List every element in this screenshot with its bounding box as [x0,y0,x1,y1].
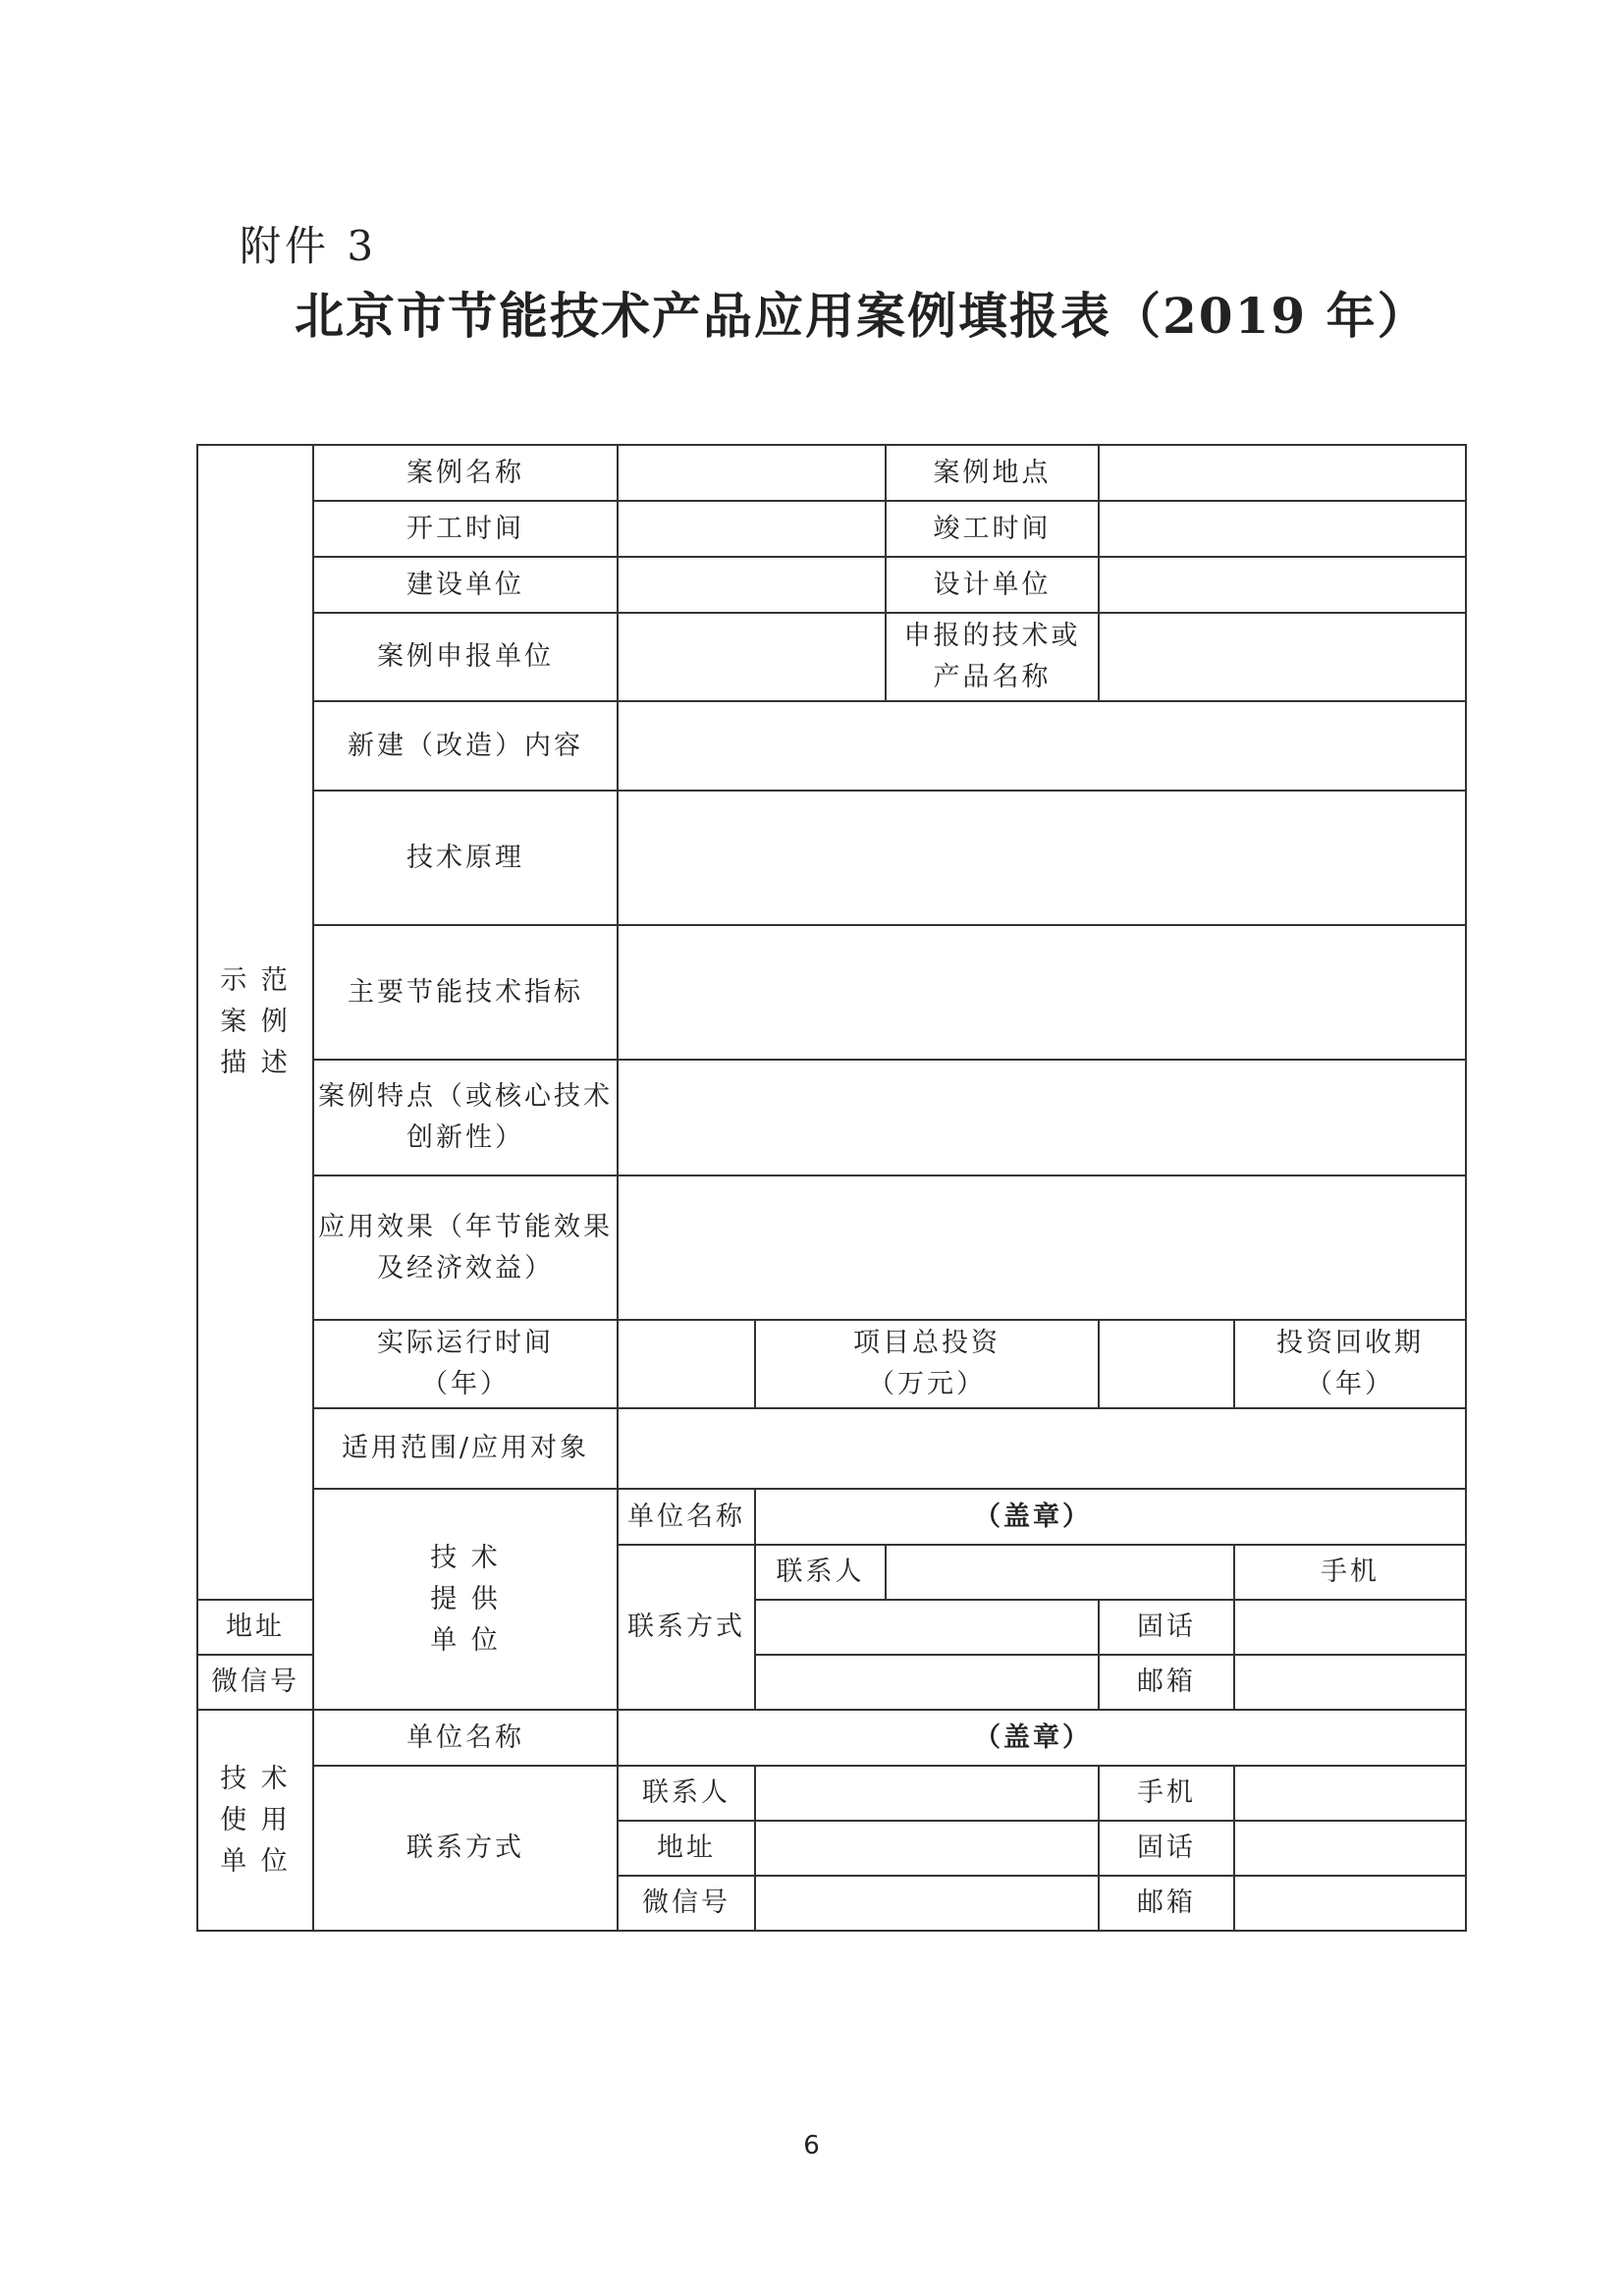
attachment-label: 附件 3 [240,222,378,270]
group-label-user: 技 术 使 用 单 位 [197,1710,313,1931]
field-provider-landline[interactable] [1234,1600,1466,1655]
field-declared-product[interactable] [1099,613,1466,701]
label-user-landline: 固话 [1099,1821,1234,1876]
label-runtime: 实际运行时间 （年） [313,1320,618,1408]
label-declared-product: 申报的技术或 产品名称 [886,613,1099,701]
field-user-mobile[interactable] [1234,1766,1466,1821]
field-case-name[interactable] [618,445,886,501]
field-main-indicators[interactable] [618,925,1466,1060]
label-user-contact-method: 联系方式 [313,1766,618,1931]
row-new-build [197,701,1466,791]
label-user-mobile: 手机 [1099,1766,1234,1821]
field-user-email[interactable] [1234,1876,1466,1931]
label-user-email: 邮箱 [1099,1876,1234,1931]
field-runtime[interactable] [618,1320,755,1408]
row-runtime-investment [197,1320,1466,1408]
row-declaring [197,613,1466,701]
group-label-demo: 示 范 案 例 描 述 [197,445,313,1600]
label-tech-principle: 技术原理 [313,791,618,925]
label-case-name: 案例名称 [313,445,618,501]
form-table [196,444,1467,1932]
field-start-time[interactable] [618,501,886,557]
page-number: 6 [803,2131,820,2160]
field-provider-email[interactable] [1234,1655,1466,1710]
field-provider-contact-person[interactable] [886,1545,1234,1600]
label-provider-unit-name: 单位名称 [618,1489,755,1545]
row-principle [197,791,1466,925]
provider-seal-note: （盖章） [755,1489,1466,1545]
label-provider-wechat: 微信号 [197,1655,313,1710]
label-provider-mobile: 手机 [1234,1545,1466,1600]
row-provider-name [197,1489,1466,1545]
label-provider-contact-person: 联系人 [755,1545,886,1600]
label-new-build-content: 新建（改造）内容 [313,701,618,791]
label-scope: 适用范围/应用对象 [313,1408,618,1489]
label-payback-period: 投资回收期 （年） [1234,1320,1466,1408]
row-user-name [197,1710,1466,1766]
application-form [196,444,1465,1932]
field-user-wechat[interactable] [755,1876,1099,1931]
row-time [197,501,1466,557]
field-user-address[interactable] [755,1821,1099,1876]
field-declaring-unit[interactable] [618,613,886,701]
label-user-unit-name: 单位名称 [313,1710,618,1766]
row-units [197,557,1466,613]
field-total-investment[interactable] [1099,1320,1234,1408]
label-start-time: 开工时间 [313,501,618,557]
label-total-investment: 项目总投资 （万元） [755,1320,1099,1408]
row-user-contact-1 [197,1766,1466,1821]
label-completion-time: 竣工时间 [886,501,1099,557]
label-design-unit: 设计单位 [886,557,1099,613]
field-case-location[interactable] [1099,445,1466,501]
user-seal-note: （盖章） [618,1710,1466,1766]
label-user-address: 地址 [618,1821,755,1876]
label-provider-address: 地址 [197,1600,313,1655]
label-user-contact-person: 联系人 [618,1766,755,1821]
field-user-landline[interactable] [1234,1821,1466,1876]
field-case-features[interactable] [618,1060,1466,1175]
label-application-effect: 应用效果（年节能效果 及经济效益） [313,1175,618,1320]
label-provider-landline: 固话 [1099,1600,1234,1655]
field-completion-time[interactable] [1099,501,1466,557]
row-features [197,1060,1466,1175]
label-case-location: 案例地点 [886,445,1099,501]
field-provider-address[interactable] [755,1600,1099,1655]
field-tech-principle[interactable] [618,791,1466,925]
label-declaring-unit: 案例申报单位 [313,613,618,701]
field-design-unit[interactable] [1099,557,1466,613]
row-indicators [197,925,1466,1060]
document-title: 北京市节能技术产品应用案例填报表（2019 年） [295,287,1429,345]
row-effect [197,1175,1466,1320]
field-scope[interactable] [618,1408,1466,1489]
field-application-effect[interactable] [618,1175,1466,1320]
label-construction-unit: 建设单位 [313,557,618,613]
field-construction-unit[interactable] [618,557,886,613]
label-main-indicators: 主要节能技术指标 [313,925,618,1060]
row-scope [197,1408,1466,1489]
field-provider-wechat[interactable] [755,1655,1099,1710]
field-user-contact-person[interactable] [755,1766,1099,1821]
label-provider-contact-method: 联系方式 [618,1545,755,1710]
field-new-build-content[interactable] [618,701,1466,791]
group-label-provider: 技 术 提 供 单 位 [313,1489,618,1710]
row-case-name [197,445,1466,501]
label-case-features: 案例特点（或核心技术 创新性） [313,1060,618,1175]
label-provider-email: 邮箱 [1099,1655,1234,1710]
label-user-wechat: 微信号 [618,1876,755,1931]
